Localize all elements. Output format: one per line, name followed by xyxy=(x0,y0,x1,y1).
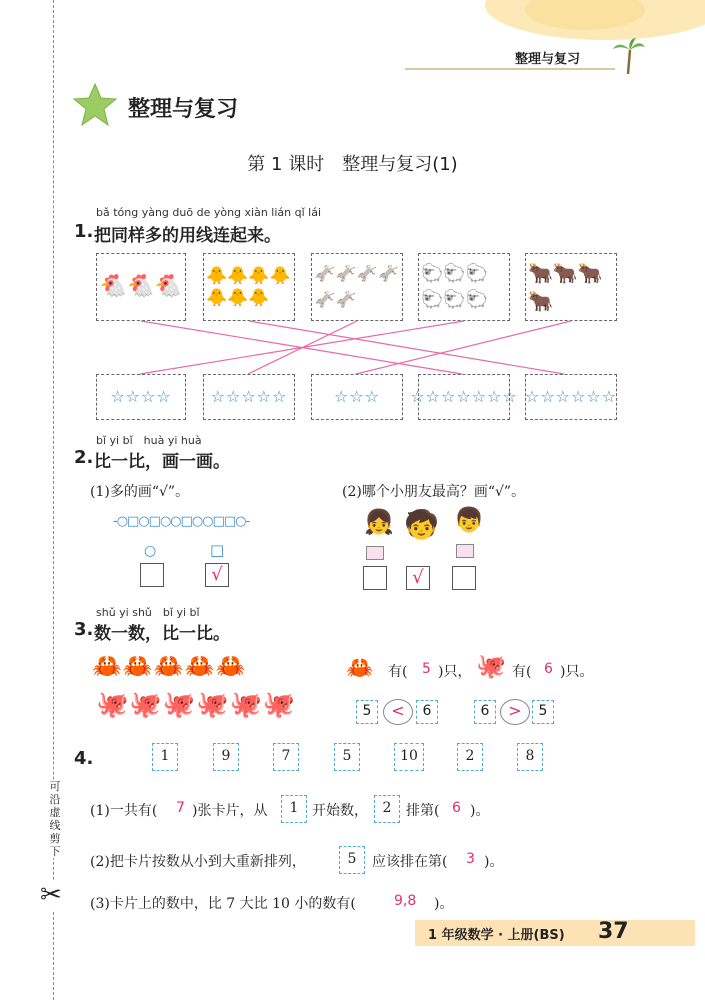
q3-number: 3. xyxy=(74,619,94,640)
q4-p1-answer-total: 7 xyxy=(176,800,185,816)
q1-prompt: 把同样多的用线连起来。 xyxy=(94,226,281,246)
q4-p2-card: 5 xyxy=(339,846,365,874)
boy-stand-block xyxy=(456,544,474,558)
scissors-icon: ✂ xyxy=(40,880,62,910)
q2-circle-sample: ○ xyxy=(144,543,157,559)
cut-instruction: 可沿虚线剪下 xyxy=(47,780,63,858)
q1-ducks-box: 🐥🐥🐥🐥🐥🐥🐥 xyxy=(203,253,295,321)
q2-pinyin: bǐ yi bǐ huà yi huà xyxy=(96,434,202,447)
q1-stars-box-5: ☆☆☆☆☆☆ xyxy=(525,374,617,420)
q3-cmp1-left: 5 xyxy=(356,700,378,724)
q4-p3-text-a: (3)卡片上的数中，比 7 大比 10 小的数有( xyxy=(90,896,356,912)
q4-p1-text-d: 排第( xyxy=(406,803,440,819)
child-girl-icon: 👧 xyxy=(364,508,394,536)
q2-prompt: 比一比，画一画。 xyxy=(94,452,230,472)
q1-line-duck xyxy=(249,321,564,374)
q2-number: 2. xyxy=(74,447,94,468)
q4-card-7: 8 xyxy=(517,743,543,771)
q4-card-1: 1 xyxy=(152,743,178,771)
q1-donkeys-box: 🫏🫏🫏🫏🫏🫏 xyxy=(311,253,403,321)
octopus-icon: 🐙 xyxy=(476,652,506,680)
q4-p2-text-c: )。 xyxy=(484,854,504,870)
q4-p1-answer-position: 6 xyxy=(452,800,461,816)
q3-pinyin: shǔ yi shǔ bǐ yi bǐ xyxy=(96,606,200,619)
q2-boy-answer-box[interactable] xyxy=(452,566,476,590)
q3-octopus-count: 6 xyxy=(544,661,553,677)
q1-number: 1. xyxy=(74,221,94,242)
q3-octopus-row: 🐙🐙🐙🐙🐙🐙 xyxy=(96,690,297,720)
q4-card-2: 9 xyxy=(213,743,239,771)
q2-square-sample: □ xyxy=(210,541,225,559)
crab-icon: 🦀 xyxy=(346,656,374,681)
q4-p1-card-target: 2 xyxy=(374,795,400,823)
q3-crab-count: 5 xyxy=(422,661,431,677)
q4-p1-card-start: 1 xyxy=(281,795,307,823)
q3-octopus-have-close: )只。 xyxy=(560,664,594,680)
q2-part1-text: (1)多的画“√”。 xyxy=(90,484,190,500)
q2-part2-text: (2)哪个小朋友最高？画“√”。 xyxy=(342,484,526,500)
q3-octopus-have-open: 有( xyxy=(512,664,532,680)
q2-circle-answer-box[interactable] xyxy=(140,563,164,587)
q3-cmp1-operator[interactable]: < xyxy=(383,699,413,725)
q2-square-answer-box[interactable]: √ xyxy=(205,563,229,587)
q1-stars-box-2: ☆☆☆☆☆ xyxy=(203,374,295,420)
q4-card-3: 7 xyxy=(273,743,299,771)
q1-stars-box-3: ☆☆☆ xyxy=(311,374,403,420)
q2-tall-boy-answer-box[interactable]: √ xyxy=(406,566,430,590)
q2-bead-string: -○□○□○○□○○□□○- xyxy=(113,514,250,529)
q3-crab-have-close: )只， xyxy=(438,664,472,680)
q3-cmp2-operator[interactable]: > xyxy=(500,699,530,725)
q1-line-cattle xyxy=(356,321,571,374)
q3-crab-row: 🦀🦀🦀🦀🦀 xyxy=(92,652,247,680)
q1-stars-box-4: ☆☆☆☆☆☆☆ xyxy=(418,374,510,420)
q1-pinyin: bǎ tóng yàng duō de yòng xiàn lián qǐ lái xyxy=(96,206,322,219)
q1-chickens-box: 🐔🐔🐔 xyxy=(96,253,186,321)
q4-p3-text-b: )。 xyxy=(434,896,454,912)
page-number: 37 xyxy=(598,919,629,944)
q4-card-5: 10 xyxy=(394,743,424,771)
q1-stars-box-1: ☆☆☆☆ xyxy=(96,374,186,420)
header-chapter-label: 整理与复习 xyxy=(515,52,581,67)
q4-p2-text-b: 应该排在第( xyxy=(372,854,448,870)
q4-card-4: 5 xyxy=(334,743,360,771)
q3-prompt: 数一数，比一比。 xyxy=(94,624,230,644)
section-title: 整理与复习 xyxy=(128,97,239,122)
q4-p2-answer: 3 xyxy=(466,851,475,867)
q4-p3-answer: 9,8 xyxy=(394,893,417,909)
q3-cmp1-right: 6 xyxy=(416,700,438,724)
q4-p1-text-c: 开始数， xyxy=(312,803,368,819)
q4-card-6: 2 xyxy=(457,743,483,771)
q4-p1-text-a: (1)一共有( xyxy=(90,803,158,819)
q3-crab-have-open: 有( xyxy=(388,664,408,680)
q4-p2-text-a: (2)把卡片按数从小到大重新排列， xyxy=(90,854,306,870)
footer-book-title: 1 年级数学 · 上册(BS) xyxy=(428,928,565,943)
q4-p1-text-b: )张卡片，从 xyxy=(192,803,268,819)
q4-number: 4. xyxy=(74,748,94,769)
q1-cattle-box: 🐂🐂🐂🐂 xyxy=(525,253,617,321)
q1-sheep-box: 🐑🐑🐑🐑🐑🐑 xyxy=(418,253,510,321)
child-boy-icon: 👦 xyxy=(454,506,484,534)
q3-cmp2-right: 5 xyxy=(532,700,554,724)
child-boy-tall-icon: 🧒 xyxy=(404,508,439,541)
girl-stand-block xyxy=(366,546,384,560)
q3-cmp2-left: 6 xyxy=(474,700,496,724)
q2-girl-answer-box[interactable] xyxy=(363,566,387,590)
q4-p1-text-e: )。 xyxy=(470,803,490,819)
lesson-title: 第 1 课时 整理与复习(1) xyxy=(247,154,458,175)
